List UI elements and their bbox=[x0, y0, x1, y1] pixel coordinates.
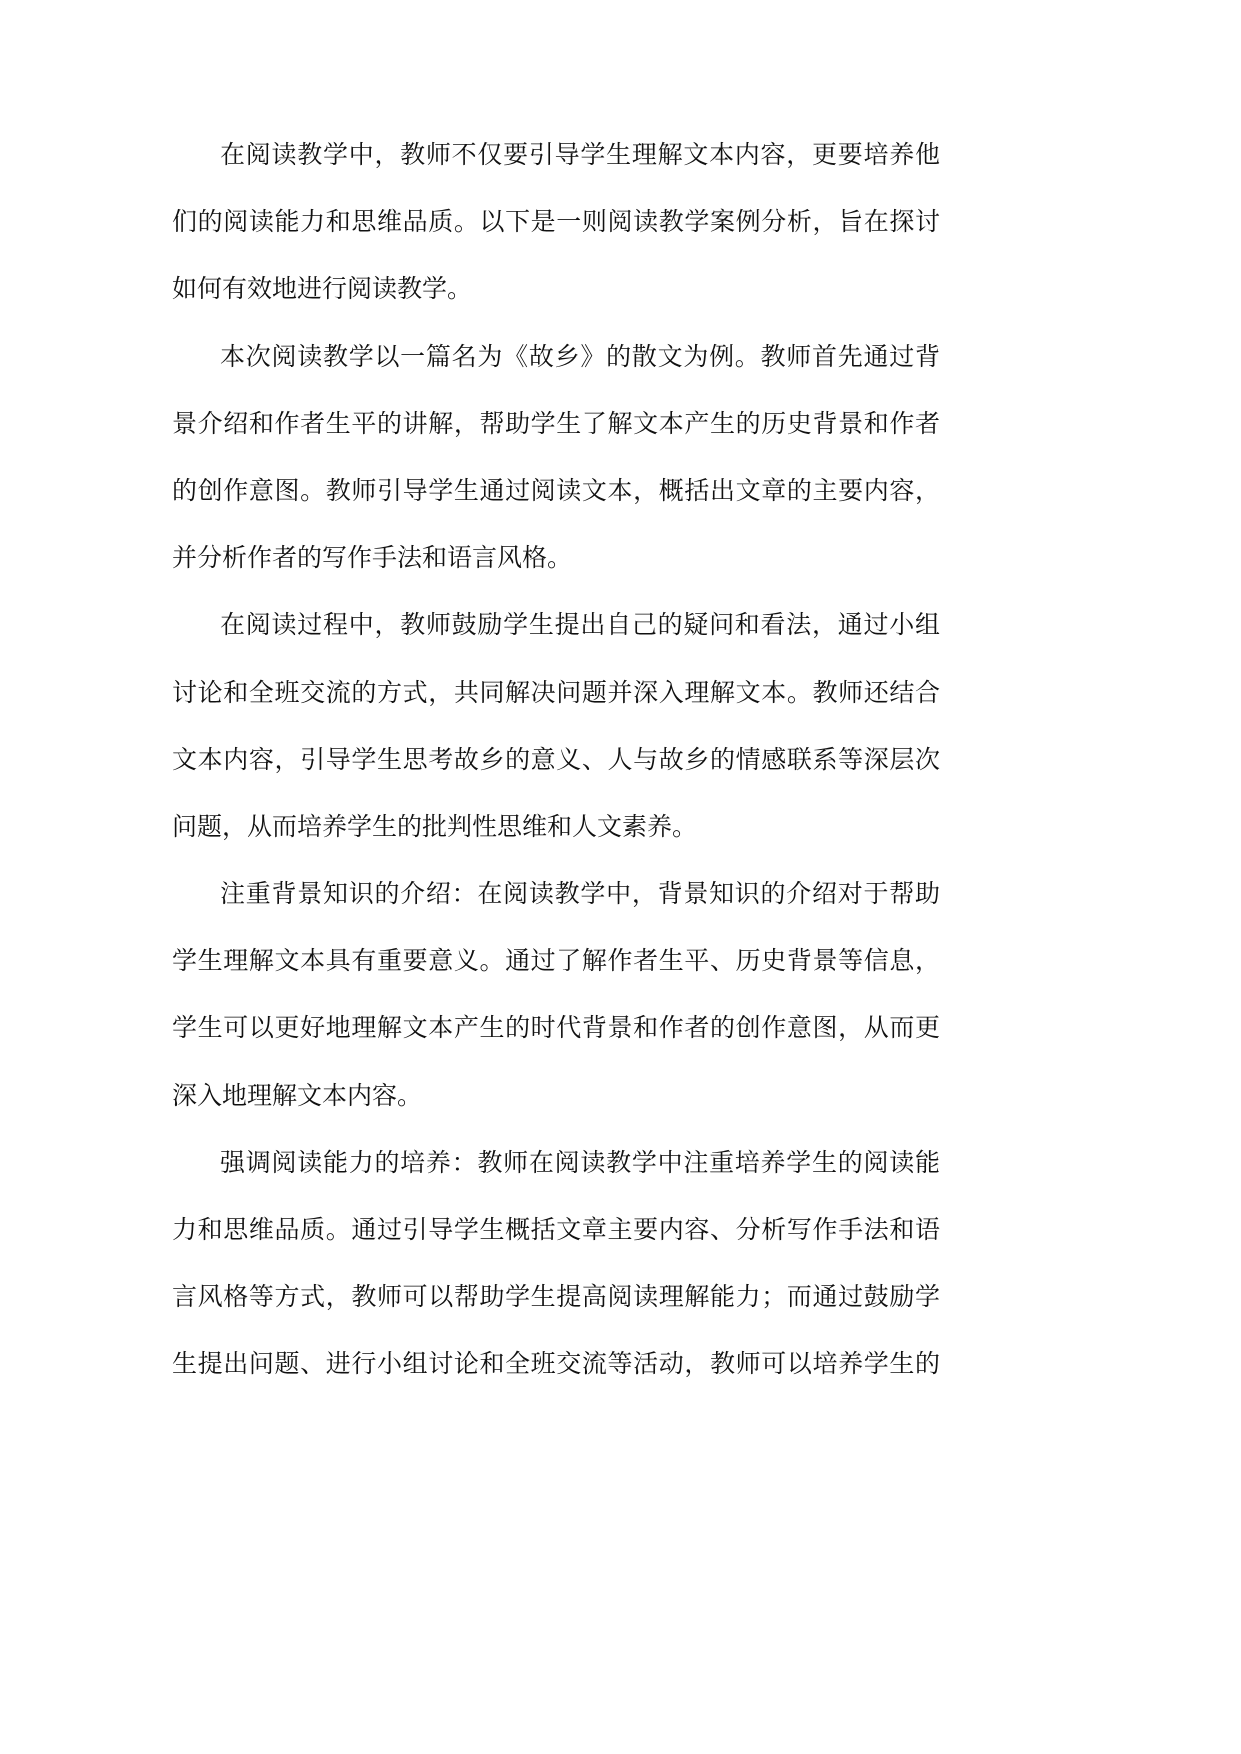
text-line: 景介绍和作者生平的讲解，帮助学生了解文本产生的历史背景和作者 bbox=[172, 408, 940, 438]
paragraph-case-description bbox=[172, 323, 940, 592]
text-line: 注重背景知识的介绍：在阅读教学中，背景知识的介绍对于帮助 bbox=[220, 879, 940, 909]
text-line: 言风格等方式，教师可以帮助学生提高阅读理解能力；而通过鼓励学 bbox=[172, 1282, 940, 1312]
text-line: 并分析作者的写作手法和语言风格。 bbox=[172, 543, 573, 573]
text-line: 问题，从而培养学生的批判性思维和人文素养。 bbox=[172, 811, 698, 841]
text-line: 的创作意图。教师引导学生通过阅读文本，概括出文章的主要内容， bbox=[172, 475, 940, 505]
text-line: 学生理解文本具有重要意义。通过了解作者生平、历史背景等信息， bbox=[172, 946, 940, 976]
paragraph-reading-process bbox=[172, 591, 940, 860]
text-line: 如何有效地进行阅读教学。 bbox=[172, 274, 473, 304]
text-line: 深入地理解文本内容。 bbox=[172, 1080, 423, 1110]
paragraph-background-knowledge bbox=[172, 860, 940, 1129]
body-text bbox=[172, 121, 940, 1398]
paragraph-intro bbox=[172, 121, 940, 323]
text-line: 们的阅读能力和思维品质。以下是一则阅读教学案例分析，旨在探讨 bbox=[172, 207, 940, 237]
paragraph-reading-ability bbox=[172, 1129, 940, 1398]
text-line: 力和思维品质。通过引导学生概括文章主要内容、分析写作手法和语 bbox=[172, 1215, 940, 1244]
text-line: 学生可以更好地理解文本产生的时代背景和作者的创作意图，从而更 bbox=[172, 1013, 940, 1043]
text-line: 本次阅读教学以一篇名为《故乡》的散文为例。教师首先通过背 bbox=[220, 341, 940, 371]
text-line: 强调阅读能力的培养：教师在阅读教学中注重培养学生的阅读能 bbox=[220, 1147, 940, 1177]
text-line: 讨论和全班交流的方式，共同解决问题并深入理解文本。教师还结合 bbox=[172, 677, 940, 707]
text-line: 生提出问题、进行小组讨论和全班交流等活动，教师可以培养学生的 bbox=[172, 1349, 940, 1379]
text-line: 在阅读过程中，教师鼓励学生提出自己的疑问和看法，通过小组 bbox=[220, 610, 940, 640]
text-line: 文本内容，引导学生思考故乡的意义、人与故乡的情感联系等深层次 bbox=[172, 744, 940, 774]
text-line: 在阅读教学中，教师不仅要引导学生理解文本内容，更要培养他 bbox=[220, 140, 940, 169]
